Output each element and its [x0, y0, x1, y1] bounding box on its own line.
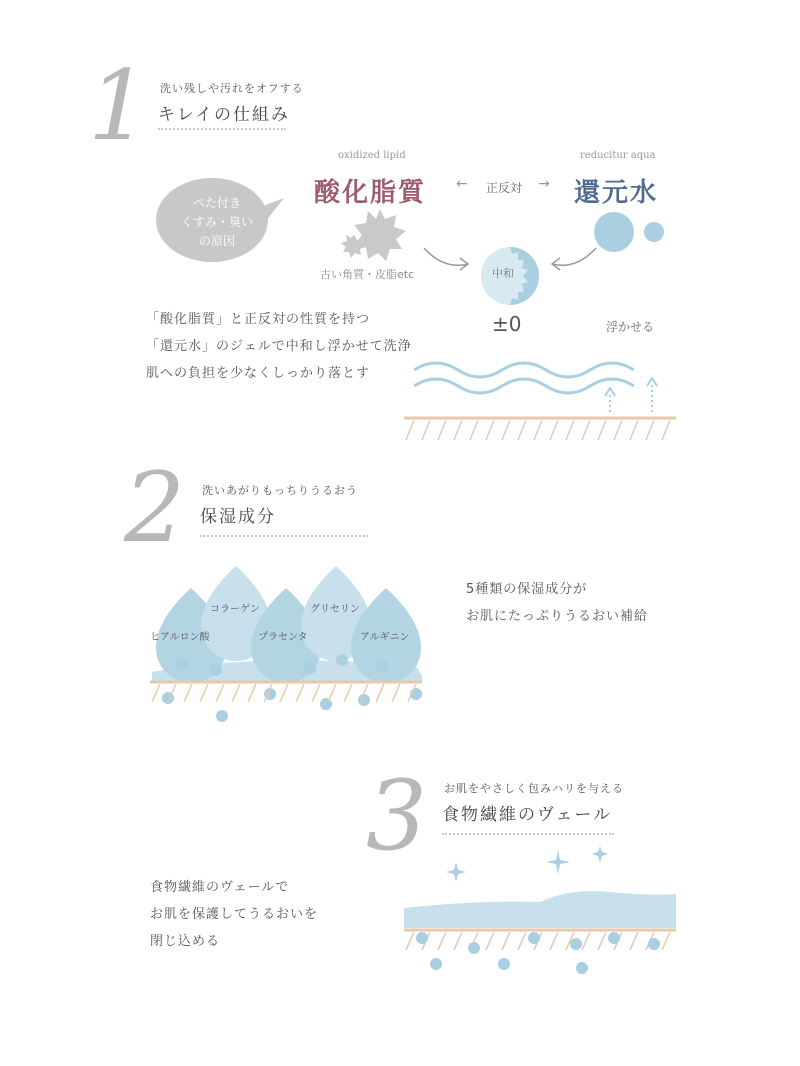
bubble-line: べた付き [192, 196, 241, 210]
desc-line: 「酸化脂質」と正反対の性質を持つ [146, 312, 371, 327]
reducing-water-bubbles-icon [590, 208, 670, 258]
section3-title: 食物繊維のヴェール [442, 805, 612, 825]
section1-description [146, 306, 412, 387]
arrow-left-icon: ← [456, 176, 468, 192]
reducing-water-label: reducitur aqua [580, 150, 656, 161]
section2-title: 保湿成分 [200, 507, 276, 527]
desc-line: お肌を保護してうるおいを [150, 907, 319, 922]
reducing-water-title: 還元水 [574, 178, 659, 208]
desc-line: 食物繊維のヴェールで [150, 880, 290, 895]
debris-particles-icon [340, 205, 420, 265]
moisture-drops-illustration [146, 560, 436, 730]
section1-subtitle: 洗い残しや汚れをオフする [160, 82, 304, 95]
arrow-to-neutral-left-icon [420, 240, 480, 280]
section3-description [150, 874, 318, 955]
desc-line: お肌にたっぷりうるおい補給 [466, 609, 649, 624]
desc-line: 「還元水」のジェルで中和し浮かせて洗浄 [146, 339, 412, 354]
drop-label-glycerin: グリセリン [310, 604, 360, 615]
section3-subtitle: お肌をやさしく包みハリを与える [444, 782, 624, 795]
neutral-label: 中和 [492, 267, 514, 280]
bubble-line: の原因 [198, 234, 235, 248]
fiber-veil-illustration [400, 840, 680, 980]
section3-divider [442, 833, 614, 835]
plusminus-zero: ±0 [492, 312, 522, 336]
oxidized-lipid-title: 酸化脂質 [314, 178, 427, 208]
arrow-to-neutral-right-icon [540, 240, 600, 280]
desc-line: 5種類の保湿成分が [466, 582, 588, 597]
section1-title: キレイの仕組み [158, 105, 290, 125]
bubble-line: くすみ・臭い [180, 215, 253, 229]
section2-number: 2 [124, 452, 186, 564]
desc-line: 肌への負担を少なくしっかり落とす [146, 366, 371, 381]
cause-bubble-text [162, 194, 272, 251]
opposite-indicator [456, 176, 556, 196]
oxidized-lipid-label: oxidized lipid [338, 150, 406, 161]
section1-number: 1 [88, 50, 150, 162]
opposite-label: 正反対 [486, 181, 523, 195]
desc-line: 閉じ込める [150, 934, 221, 949]
float-label: 浮かせる [606, 320, 655, 334]
drop-label-arginine: アルギニン [360, 632, 410, 643]
drop-label-hyaluronic: ヒアルロン酸 [150, 632, 210, 643]
drop-label-collagen: コラーゲン [210, 604, 260, 615]
section3-number: 3 [366, 760, 428, 872]
arrow-right-icon: → [538, 176, 550, 192]
debris-caption: 古い角質・皮脂etc [320, 268, 415, 281]
section2-divider [200, 535, 368, 537]
section1-divider [158, 128, 286, 130]
section2-subtitle: 洗いあがりもっちりうるおう [202, 484, 358, 497]
section2-description [466, 576, 648, 630]
waves-over-skin-illustration [400, 356, 680, 446]
drop-label-placenta: プラセンタ [258, 632, 308, 643]
